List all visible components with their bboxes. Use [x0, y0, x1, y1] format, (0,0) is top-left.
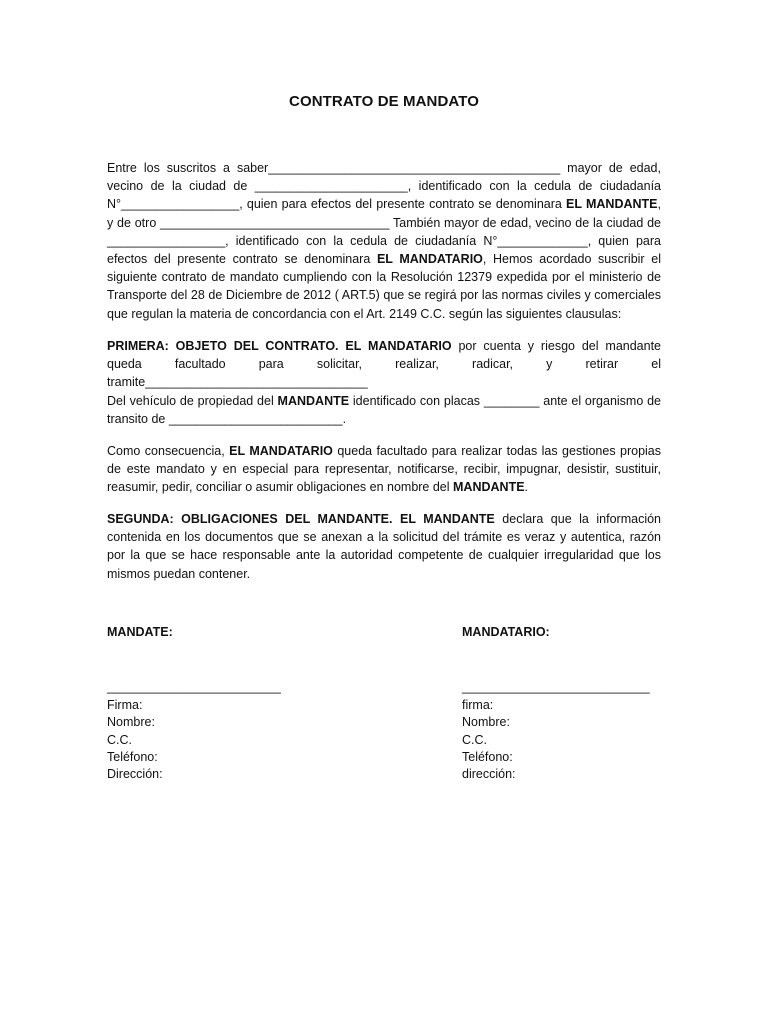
- intro-paragraph: [107, 159, 661, 323]
- field-direccion: Dirección:: [107, 767, 163, 782]
- signature-block-mandatario: [462, 624, 650, 784]
- consequence-text-3: .: [524, 480, 529, 495]
- primera-text-2: Del vehículo de propiedad del: [107, 393, 278, 408]
- field-telefono: Teléfono:: [462, 750, 513, 765]
- primera-heading: PRIMERA: OBJETO DEL CONTRATO. EL MANDATARIO: [107, 339, 452, 353]
- field-cc: C.C.: [107, 732, 132, 747]
- signature-heading-mandante: MANDATE:: [107, 625, 173, 639]
- document-title: CONTRATO DE MANDATO: [289, 93, 479, 110]
- field-cc: C.C.: [462, 732, 487, 747]
- signature-line-mandatario: ___________________________: [462, 680, 650, 695]
- field-nombre: Nombre:: [107, 715, 155, 730]
- intro-bold-mandante: EL MANDANTE: [566, 197, 658, 212]
- consequence-text-1: Como consecuencia,: [107, 444, 230, 458]
- consequence-bold-mandante: MANDANTE: [453, 480, 525, 495]
- clause-primera: [107, 337, 661, 428]
- primera-text-3: identificado con placas ________ ante el organismo de transito de _________________________.: [107, 393, 661, 426]
- intro-text-3: , Hemos acordado suscribir el siguiente contrato de mandato cumpliendo con la Resolución 12379 expedida por el ministerio de Transporte del 28 de Diciembre de 2012 ( ART.5) que se regirá por las normas civiles y comerciales que regulan la materia de concordancia con el Art. 2149 C.C. según las siguientes clausulas:: [107, 252, 661, 321]
- signature-line-mandante: _________________________: [107, 680, 281, 695]
- intro-bold-mandatario: EL MANDATARIO: [376, 252, 483, 267]
- primera-text-1: por cuenta y riesgo del mandante queda facultado para solicitar, realizar, radicar, y retirar el tramite________________________________: [107, 339, 661, 390]
- segunda-heading: SEGUNDA: OBLIGACIONES DEL MANDANTE. EL MANDANTE: [107, 512, 495, 526]
- field-direccion: dirección:: [462, 767, 516, 782]
- intro-text-2: , y de otro _________________________________ También mayor de edad, vecino de la ciudad de _________________, identificado con la cedula de ciudadanía N°_____________, quien para efectos del presente contrato se denominara: [107, 197, 661, 267]
- field-nombre: Nombre:: [462, 715, 510, 730]
- segunda-text: declara que la información contenida en los documentos que se anexan a la solicitud del trámite es veraz y autentica, razón por la que se hace responsable ante la autoridad competente de cualquier irregularidad que los mismos puedan contener.: [107, 512, 661, 581]
- field-telefono: Teléfono:: [107, 750, 158, 765]
- consequence-text-2: queda facultado para realizar todas las gestiones propias de este mandato y en especial para representar, notificarse, recibir, impugnar, desistir, sustituir, reasumir, pedir, conciliar o asumir obligaciones en nombre del: [107, 444, 662, 495]
- consequence-bold-mandatario: EL MANDATARIO: [229, 444, 333, 458]
- signature-fields-mandatario: [462, 697, 650, 784]
- signature-fields-mandante: [107, 697, 281, 784]
- consequence-paragraph: [107, 442, 661, 497]
- intro-text-1: Entre los suscritos a saber__________________________________________ mayor de edad, vecino de la ciudad de ______________________, identificado con la cedula de ciudadanía N°_________________, quien para efectos del presente contrato se denominara: [107, 161, 661, 212]
- field-firma: Firma:: [107, 697, 143, 712]
- clause-segunda: [107, 510, 661, 583]
- signature-heading-mandatario: MANDATARIO:: [462, 625, 550, 639]
- primera-bold-mandante: MANDANTE: [277, 393, 350, 408]
- signature-block-mandante: [107, 624, 281, 784]
- field-firma: firma:: [462, 697, 494, 712]
